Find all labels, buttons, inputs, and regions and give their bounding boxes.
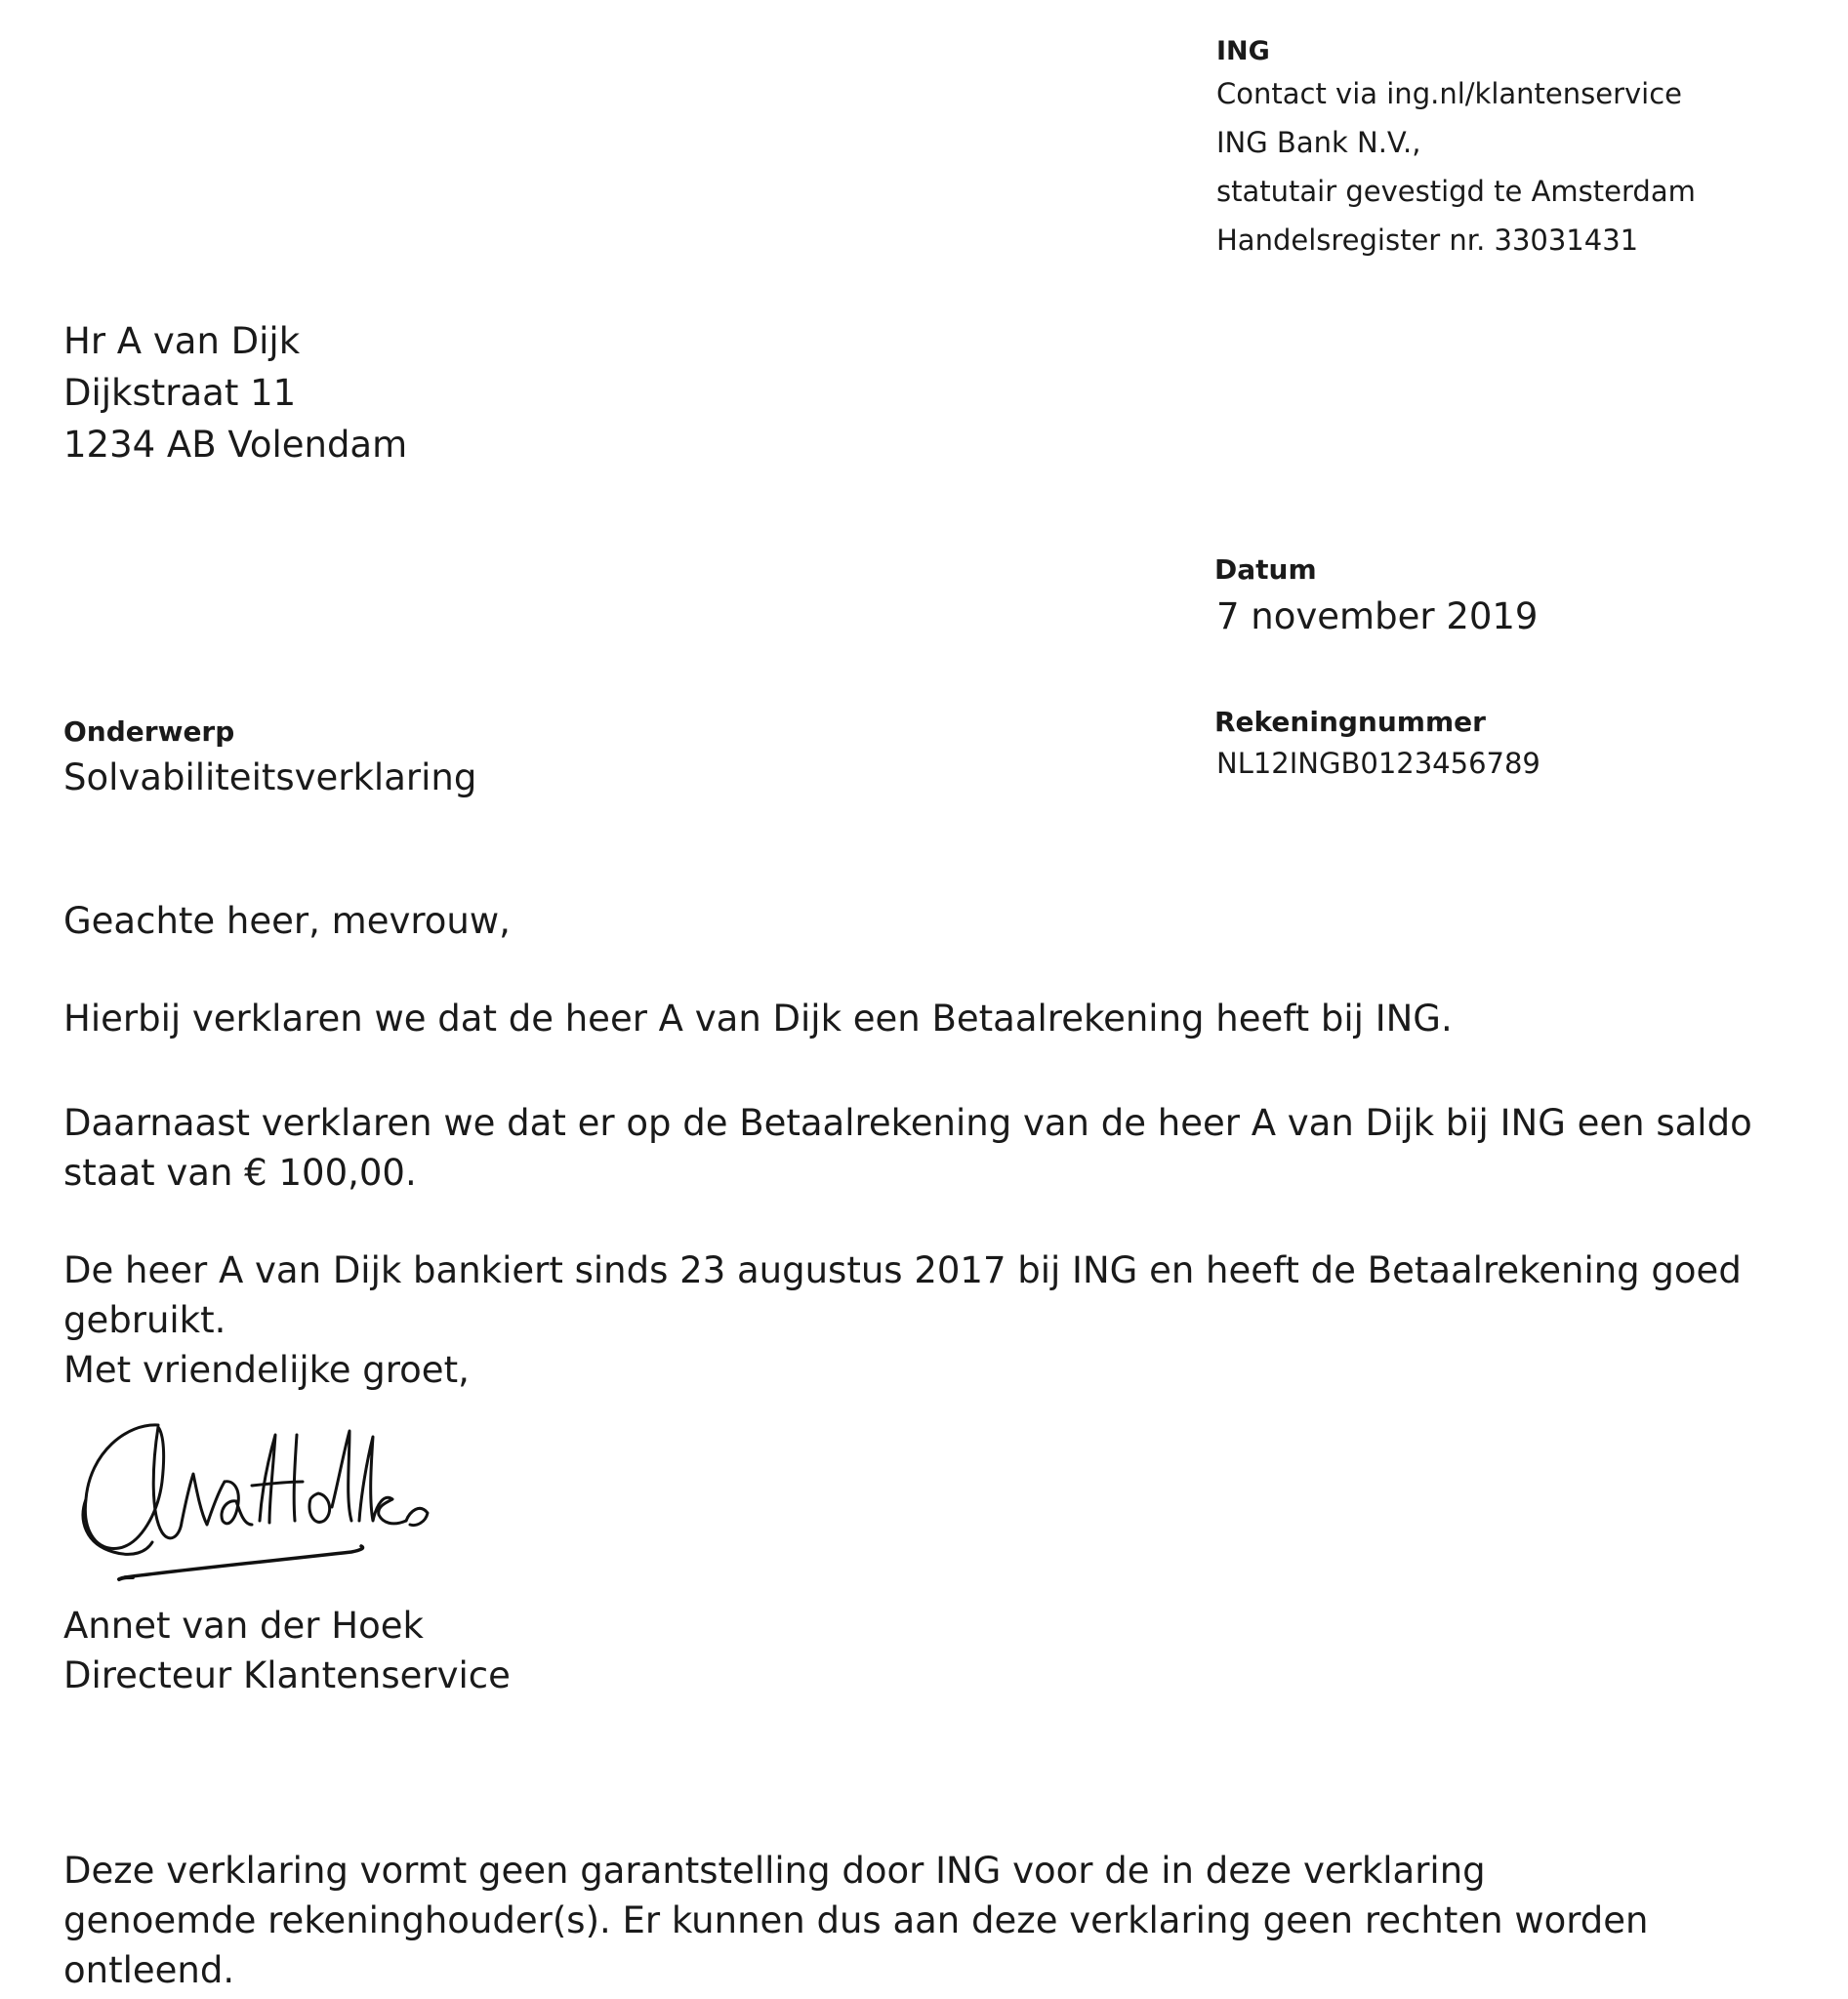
signature-drawing xyxy=(68,1406,439,1591)
paragraph-2: Daarnaast verklaren we dat er op de Betaalrekening van de heer A van Dijk bij ING een saldo staat van € 100,00. xyxy=(63,1102,1752,1194)
account-value: NL12INGB0123456789 xyxy=(1216,747,1540,780)
sender-org: ING xyxy=(1216,36,1270,66)
paragraph-1: Hierbij verklaren we dat de heer A van Dijk een Betaalrekening heeft bij ING. xyxy=(63,998,1453,1040)
signatory-block xyxy=(63,1601,1801,1700)
subject-label: Onderwerp xyxy=(63,715,235,748)
sender-block xyxy=(1216,34,1696,265)
sender-registry: Handelsregister nr. 33031431 xyxy=(1216,224,1639,257)
paragraph-3: De heer A van Dijk bankiert sinds 23 augustus 2017 bij ING en heeft de Betaalrekening goed gebruikt. xyxy=(63,1249,1742,1341)
greeting: Geachte heer, mevrouw, xyxy=(63,900,511,942)
date-label: Datum xyxy=(1214,553,1317,586)
recipient-street: Dijkstraat 11 xyxy=(63,372,297,414)
recipient-name: Hr A van Dijk xyxy=(63,320,301,362)
closing: Met vriendelijke groet, xyxy=(63,1349,470,1391)
sender-seat: statutair gevestigd te Amsterdam xyxy=(1216,175,1696,208)
sender-contact: Contact via ing.nl/klantenservice xyxy=(1216,77,1682,110)
sender-company: ING Bank N.V., xyxy=(1216,126,1421,159)
signatory-name: Annet van der Hoek xyxy=(63,1605,424,1647)
disclaimer: Deze verklaring vormt geen garantstelling door ING voor de in deze verklaring genoemde rekeninghouder(s). Er kunnen dus aan deze verklaring geen rechten worden ontleend. xyxy=(63,1850,1649,1991)
recipient-city: 1234 AB Volendam xyxy=(63,424,408,466)
subject-value: Solvabiliteitsverklaring xyxy=(63,756,477,798)
signature xyxy=(68,1406,439,1595)
date-value: 7 november 2019 xyxy=(1216,595,1539,637)
signatory-title: Directeur Klantenservice xyxy=(63,1654,511,1696)
account-label: Rekeningnummer xyxy=(1214,706,1486,738)
recipient-address xyxy=(63,315,407,470)
